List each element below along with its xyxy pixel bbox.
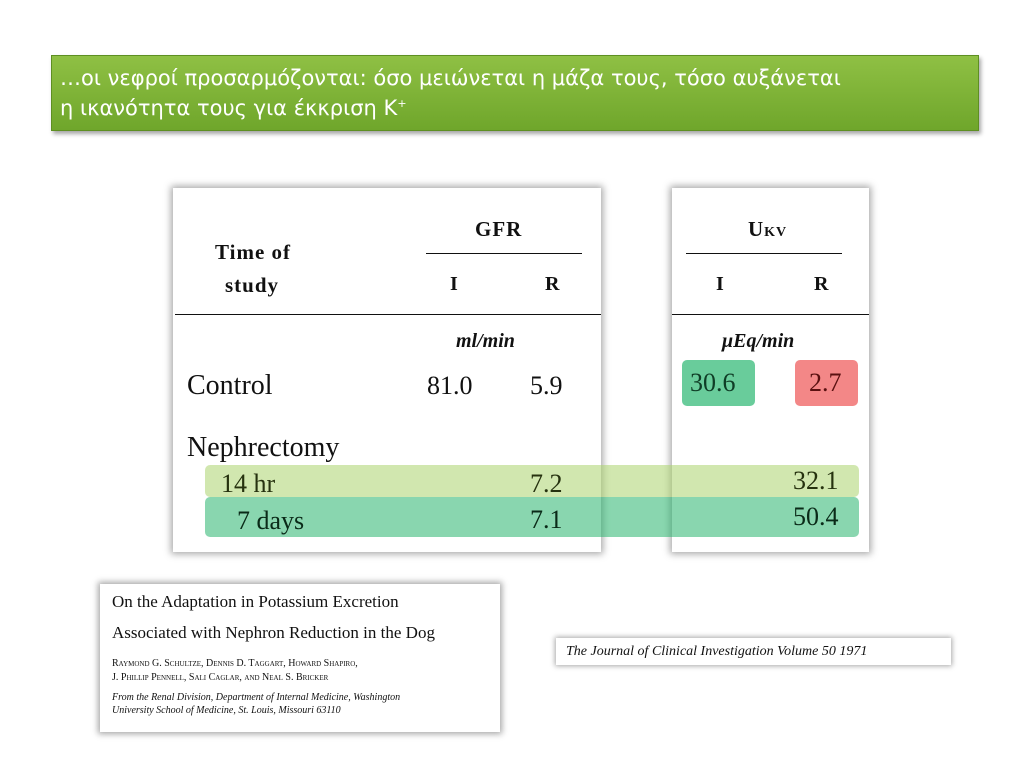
banner-line-2 xyxy=(60,93,970,123)
gfr-control-r: 5.9 xyxy=(530,371,563,400)
citation-authors-line-2: J. Phillip Pennell, Sali Caglar, and Neal S. Bricker xyxy=(112,672,329,683)
gfr-group-rule xyxy=(426,253,582,254)
row-label-nephrectomy: Nephrectomy xyxy=(187,432,340,463)
row-label-7days: 7 days xyxy=(237,506,305,535)
ukv-group-main: U xyxy=(748,217,765,241)
gfr-unit: ml/min xyxy=(456,330,515,352)
gfr-7days-r: 7.1 xyxy=(530,505,563,534)
journal-reference: The Journal of Clinical Investigation Volume 50 1971 xyxy=(556,638,951,665)
gfr-header-rule xyxy=(175,314,601,315)
citation-authors-line-1: Raymond G. Schultze, Dennis D. Taggart, Howard Shapiro, xyxy=(112,658,358,669)
row-label-control: Control xyxy=(187,370,273,401)
ukv-group-sub: KV xyxy=(764,225,788,240)
ukv-col-r: R xyxy=(814,273,830,295)
gfr-control-i: 81.0 xyxy=(427,371,473,400)
citation-box xyxy=(100,584,500,732)
banner-line-2-text: η ικανότητα τους για έκκριση K xyxy=(60,96,398,120)
banner-line-1: …οι νεφροί προσαρμόζονται: όσο μειώνεται η μάζα τους, τόσο αυξάνεται xyxy=(60,66,841,90)
gfr-col-r: R xyxy=(545,273,561,295)
row-label-14hr: 14 hr xyxy=(221,469,276,498)
ukv-header-rule xyxy=(672,314,869,315)
citation-affiliation-line-1: From the Renal Division, Department of Internal Medicine, Washington xyxy=(112,692,401,703)
gfr-col-i: I xyxy=(450,273,459,295)
title-banner xyxy=(51,55,979,131)
ukv-control-i: 30.6 xyxy=(690,368,736,397)
ukv-7days-r: 50.4 xyxy=(793,502,839,531)
ukv-unit: μEq/min xyxy=(722,330,795,352)
citation-title-line-2: Associated with Nephron Reduction in the Dog xyxy=(112,623,435,642)
gfr-14hr-r: 7.2 xyxy=(530,469,563,498)
ukv-group-label xyxy=(748,217,787,242)
ukv-14hr-r: 32.1 xyxy=(793,466,839,495)
row-header-line-1: Time of xyxy=(215,240,292,264)
row-header-line-2: study xyxy=(225,273,280,297)
ukv-control-r: 2.7 xyxy=(809,368,842,397)
ukv-group-rule xyxy=(686,253,842,254)
banner-superscript: + xyxy=(397,97,407,110)
ukv-col-i: I xyxy=(716,273,725,295)
citation-affiliation-line-2: University School of Medicine, St. Louis, Missouri 63110 xyxy=(112,705,341,716)
gfr-group-label: GFR xyxy=(475,217,523,241)
citation-title-line-1: On the Adaptation in Potassium Excretion xyxy=(112,592,399,611)
